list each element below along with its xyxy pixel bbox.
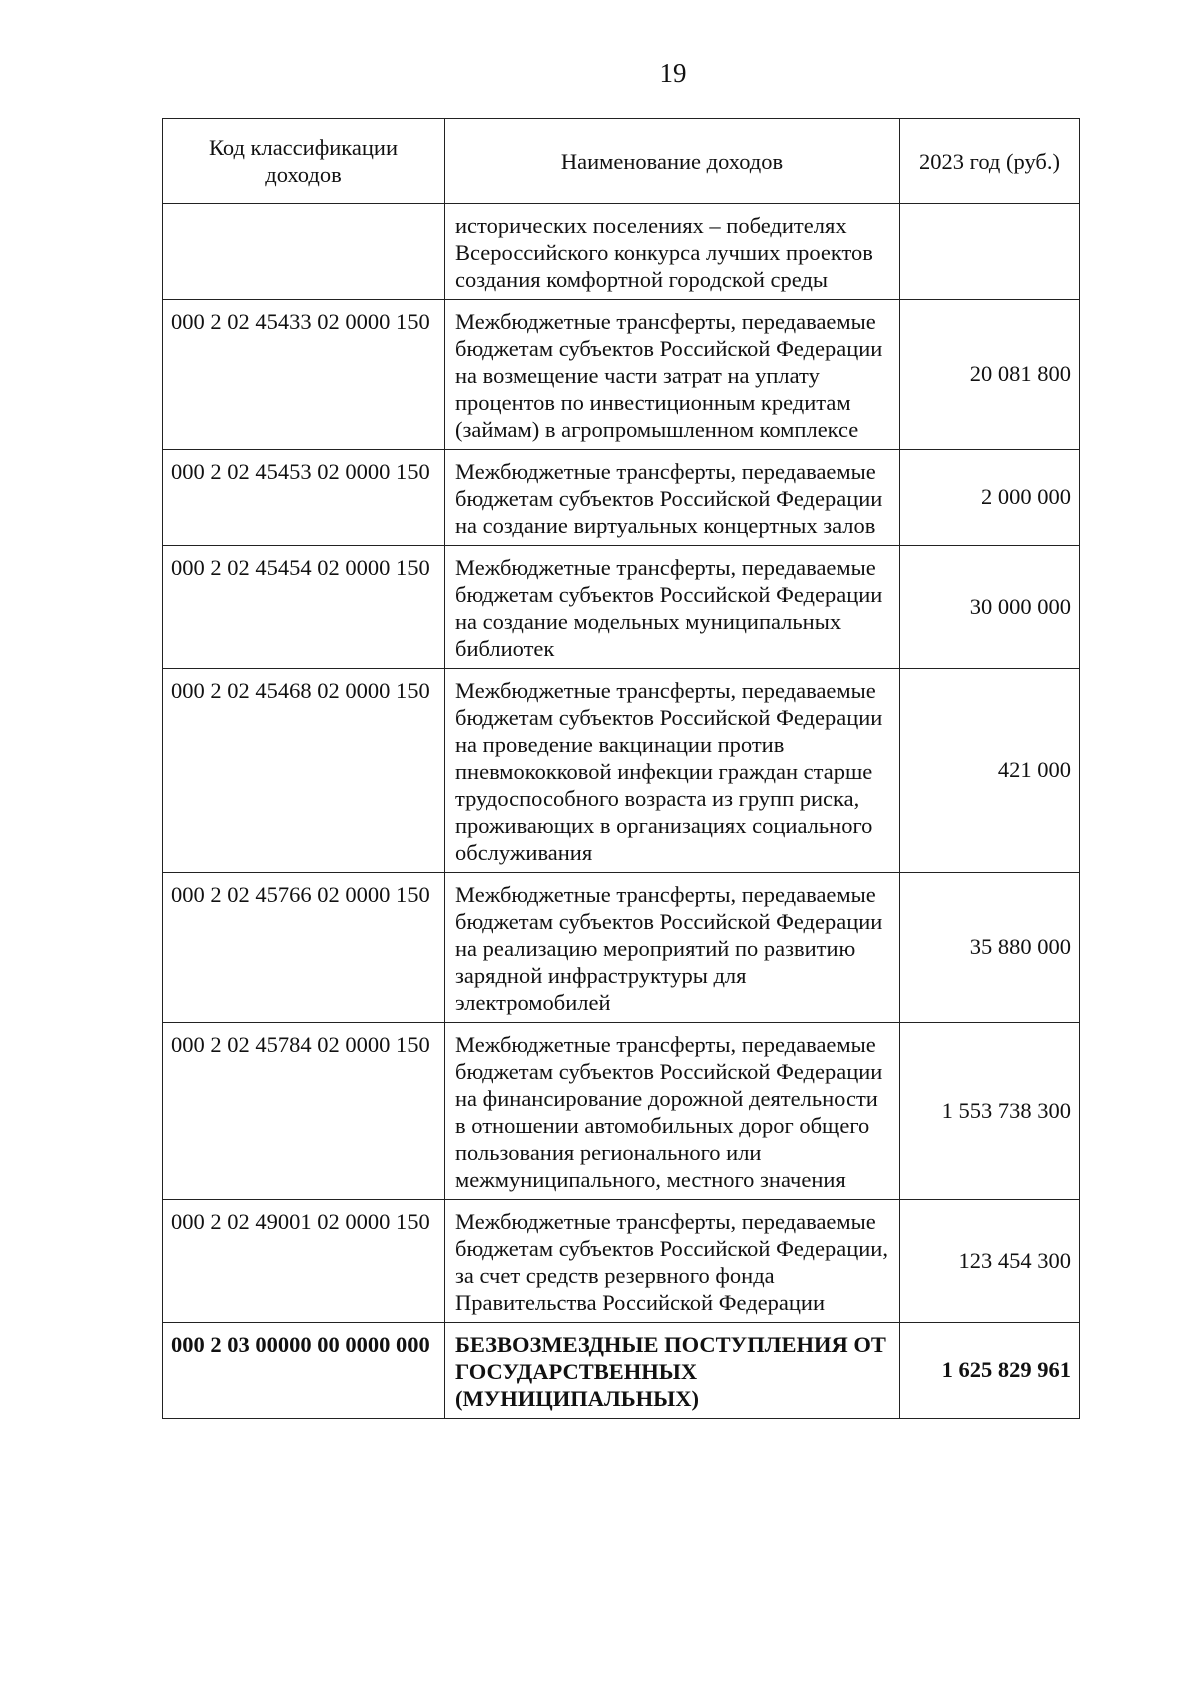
row-code: 000 2 02 45453 02 0000 150 xyxy=(163,450,445,546)
row-code: 000 2 03 00000 00 0000 000 xyxy=(163,1323,445,1419)
row-code: 000 2 02 45784 02 0000 150 xyxy=(163,1023,445,1200)
row-amount: 1 625 829 961 xyxy=(900,1323,1080,1419)
table-row-total xyxy=(163,1323,1080,1419)
row-amount: 1 553 738 300 xyxy=(900,1023,1080,1200)
table-row xyxy=(163,1023,1080,1200)
table-row xyxy=(163,669,1080,873)
table-row xyxy=(163,204,1080,300)
row-name: Межбюджетные трансферты, передаваемые бюджетам субъектов Российской Федерации на создание модельных муниципальных библиотек xyxy=(445,546,900,669)
table-row xyxy=(163,546,1080,669)
header-amount: 2023 год (руб.) xyxy=(900,119,1080,204)
row-name: Межбюджетные трансферты, передаваемые бюджетам субъектов Российской Федерации, за счет средств резервного фонда Правительства Российской Федерации xyxy=(445,1200,900,1323)
row-name: Межбюджетные трансферты, передаваемые бюджетам субъектов Российской Федерации на финансирование дорожной деятельности в отношении автомобильных дорог общего пользования регионального или межмуниципального, местного значения xyxy=(445,1023,900,1200)
row-code: 000 2 02 45468 02 0000 150 xyxy=(163,669,445,873)
page-number: 19 xyxy=(659,58,687,88)
table-header-row xyxy=(163,119,1080,204)
row-amount: 20 081 800 xyxy=(900,300,1080,450)
header-name: Наименование доходов xyxy=(445,119,900,204)
row-code: 000 2 02 45454 02 0000 150 xyxy=(163,546,445,669)
row-name: исторических поселениях – победителях Всероссийского конкурса лучших проектов создания комфортной городской среды xyxy=(445,204,900,300)
row-name: Межбюджетные трансферты, передаваемые бюджетам субъектов Российской Федерации на создание виртуальных концертных залов xyxy=(445,450,900,546)
table-row xyxy=(163,300,1080,450)
row-code: 000 2 02 49001 02 0000 150 xyxy=(163,1200,445,1323)
revenue-table xyxy=(162,118,1080,1419)
row-amount: 35 880 000 xyxy=(900,873,1080,1023)
table-row xyxy=(163,450,1080,546)
table-row xyxy=(163,873,1080,1023)
row-name: Межбюджетные трансферты, передаваемые бюджетам субъектов Российской Федерации на проведение вакцинации против пневмококковой инфекции граждан старше трудоспособного возраста из групп риска, проживающих в организациях социального обслуживания xyxy=(445,669,900,873)
row-name: Межбюджетные трансферты, передаваемые бюджетам субъектов Российской Федерации на возмещение части затрат на уплату процентов по инвестиционным кредитам (займам) в агропромышленном комплексе xyxy=(445,300,900,450)
row-name: БЕЗВОЗМЕЗДНЫЕ ПОСТУПЛЕНИЯ ОТ ГОСУДАРСТВЕННЫХ (МУНИЦИПАЛЬНЫХ) xyxy=(445,1323,900,1419)
table-row xyxy=(163,1200,1080,1323)
row-amount: 421 000 xyxy=(900,669,1080,873)
row-code xyxy=(163,204,445,300)
row-code: 000 2 02 45433 02 0000 150 xyxy=(163,300,445,450)
row-amount: 2 000 000 xyxy=(900,450,1080,546)
row-code: 000 2 02 45766 02 0000 150 xyxy=(163,873,445,1023)
row-amount: 30 000 000 xyxy=(900,546,1080,669)
row-amount xyxy=(900,204,1080,300)
row-name: Межбюджетные трансферты, передаваемые бюджетам субъектов Российской Федерации на реализацию мероприятий по развитию зарядной инфраструктуры для электромобилей xyxy=(445,873,900,1023)
header-code: Код классификации доходов xyxy=(163,119,445,204)
row-amount: 123 454 300 xyxy=(900,1200,1080,1323)
